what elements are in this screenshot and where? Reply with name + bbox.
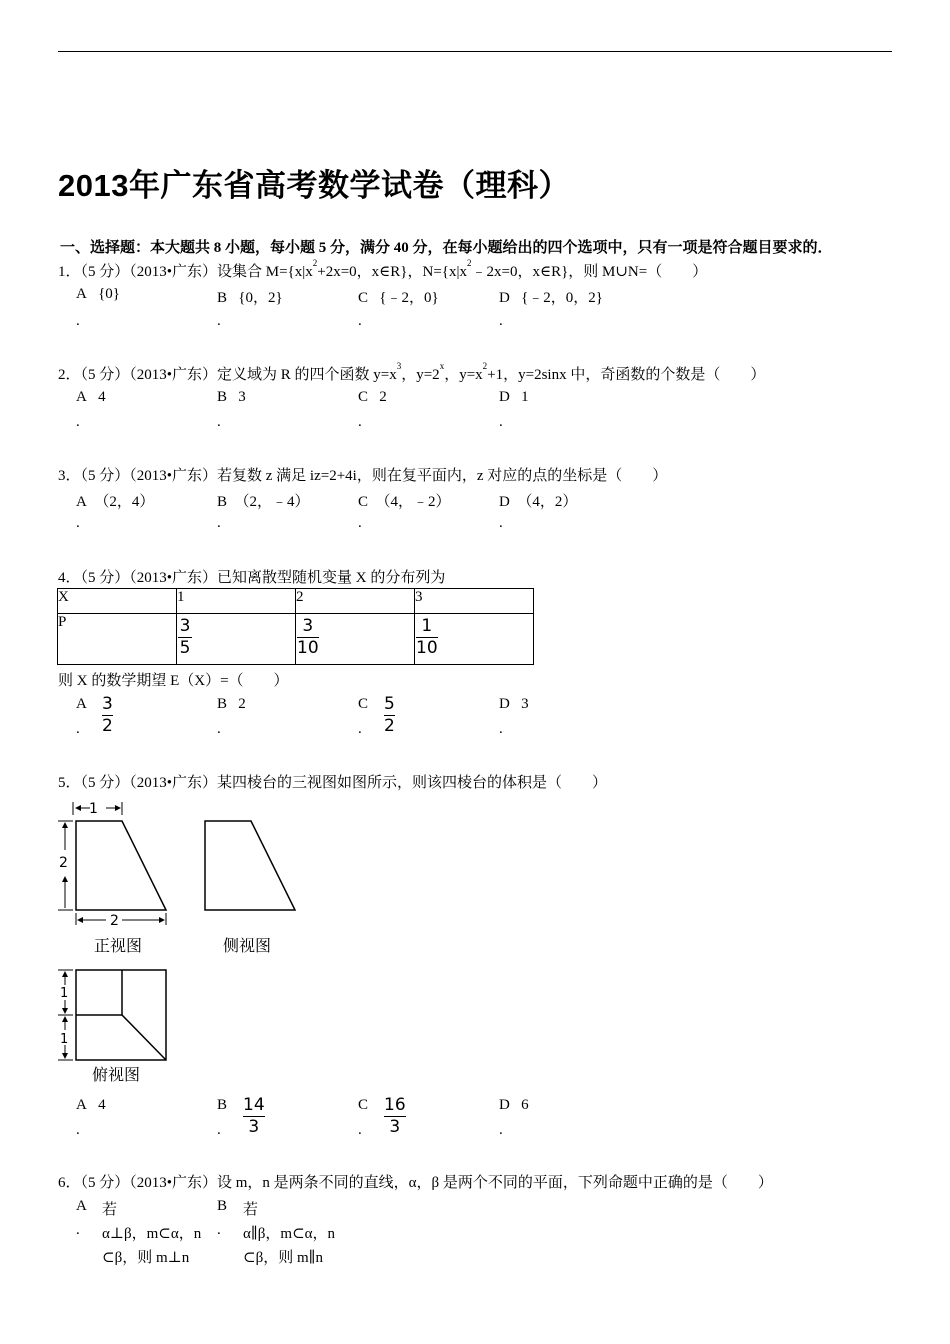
q3-option-c[interactable]: C （4，﹣2）: [358, 494, 451, 510]
dot: .: [358, 1122, 362, 1138]
question-3: 3．（5 分）（2013•广东）若复数 z 满足 iz=2+4i，则在复平面内，z 对应的点的坐标是（ ）: [58, 468, 668, 484]
q6-option-a[interactable]: A: [76, 1198, 87, 1214]
distribution-table: [57, 588, 534, 665]
q5-option-d[interactable]: D 6: [499, 1097, 529, 1113]
q6-option-b-line3: ⊂β，则 m∥n: [243, 1250, 324, 1266]
top-view-label: 俯视图: [92, 1065, 141, 1084]
dot: .: [76, 1222, 80, 1238]
dot: .: [76, 1122, 80, 1138]
dot: .: [499, 721, 503, 737]
dot: .: [76, 313, 80, 329]
front-view-label: 正视图: [94, 936, 143, 955]
q4-option-b[interactable]: B 2: [217, 696, 246, 712]
table-cell: 1: [177, 589, 296, 614]
dot: .: [217, 313, 221, 329]
dot: .: [499, 313, 503, 329]
side-view-label: 侧视图: [223, 936, 272, 955]
question-5: 5．（5 分）（2013•广东）某四棱台的三视图如图所示，则该四棱台的体积是（ ）: [58, 775, 608, 791]
dot: .: [499, 414, 503, 430]
q5-option-c[interactable]: C: [358, 1097, 369, 1113]
q1-option-a[interactable]: A {0}: [76, 286, 120, 302]
q5-option-b[interactable]: B: [217, 1097, 228, 1113]
front-view-shape: [76, 821, 166, 910]
q6-option-a-line1: 若: [102, 1202, 118, 1218]
table-cell: X: [58, 589, 177, 614]
dot: .: [217, 1222, 221, 1238]
fraction: 3 10: [297, 616, 319, 658]
dot: .: [499, 1122, 503, 1138]
dim-label: 1: [60, 986, 69, 1001]
dot: .: [358, 515, 362, 531]
q3-option-b[interactable]: B （2，﹣4）: [217, 494, 310, 510]
q4-option-d[interactable]: D 3: [499, 696, 529, 712]
q2-option-c[interactable]: C 2: [358, 389, 387, 405]
table-cell: [177, 614, 296, 665]
q1-option-b[interactable]: B {0，2}: [217, 290, 283, 306]
dot: .: [217, 414, 221, 430]
dim-label: 1: [60, 1032, 69, 1047]
q2-option-d[interactable]: D 1: [499, 389, 529, 405]
q4-option-a[interactable]: A: [76, 696, 87, 712]
table-cell: [415, 614, 534, 665]
q4-option-c[interactable]: C: [358, 696, 369, 712]
section-heading: 一、选择题：本大题共 8 小题，每小题 5 分，满分 40 分，在每小题给出的四个选项中，只有一项是符合题目要求的．: [60, 240, 833, 256]
dot: .: [217, 721, 221, 737]
fraction: 14 3: [243, 1095, 265, 1137]
question-4: 4．（5 分）（2013•广东）已知离散型随机变量 X 的分布列为: [58, 570, 446, 586]
dot: .: [358, 414, 362, 430]
q6-option-a-line3: ⊂β，则 m⊥n: [102, 1250, 190, 1266]
three-view-figure: [50, 795, 350, 1095]
dot: .: [76, 721, 80, 737]
q3-option-a[interactable]: A （2，4）: [76, 494, 155, 510]
dot: .: [217, 1122, 221, 1138]
page-title: 2013年广东省高考数学试卷（理科）: [58, 168, 570, 203]
table-cell: 3: [415, 589, 534, 614]
dot: .: [358, 721, 362, 737]
fraction: 3 2: [102, 694, 113, 736]
question-1: 1．（5 分）（2013•广东）设集合 $M=\{x|x^2+2x=0$，x∈R}，$N=\{x|x^2﹣2x=0$，x∈R}，则 M∪N=（ ）: [58, 258, 708, 280]
dim-label: 2: [59, 855, 68, 871]
fraction: 3 5: [179, 616, 191, 658]
q6-option-b-line2: α∥β，m⊂α，n: [243, 1226, 336, 1242]
dim-label: 1: [89, 801, 98, 817]
header-rule: [58, 51, 892, 52]
table-cell: [296, 614, 415, 665]
q1-option-c[interactable]: C {﹣2，0}: [358, 290, 439, 306]
question-6: 6．（5 分）（2013•广东）设 m，n 是两条不同的直线，α，β 是两个不同的平面，下列命题中正确的是（ ）: [58, 1175, 773, 1191]
dot: .: [76, 414, 80, 430]
q2-option-a[interactable]: A 4: [76, 389, 106, 405]
dot: .: [499, 515, 503, 531]
q3-option-d[interactable]: D （4，2）: [499, 494, 578, 510]
fraction: 5 2: [384, 694, 395, 736]
q4-expectation-prompt: 则 X 的数学期望 E（X）=（ ）: [58, 673, 289, 689]
question-2: 2．（5 分）（2013•广东）定义域为 R 的四个函数 $y=x^3$，$y=2^x$，$y=x^2+1$，y=2sinx 中，奇函数的个数是（ ）: [58, 361, 766, 383]
side-view-shape: [205, 821, 295, 910]
q1-option-d[interactable]: D {﹣2，0，2}: [499, 290, 603, 306]
q5-option-a[interactable]: A 4: [76, 1097, 106, 1113]
dot: .: [217, 515, 221, 531]
q6-option-a-line2: α⊥β，m⊂α，n: [102, 1226, 202, 1242]
fraction: 1 10: [416, 616, 438, 658]
q6-option-b-line1: 若: [243, 1202, 259, 1218]
dim-label: 2: [110, 913, 119, 929]
table-cell: 2: [296, 589, 415, 614]
q6-option-b[interactable]: B: [217, 1198, 228, 1214]
dot: .: [358, 313, 362, 329]
table-cell: P: [58, 614, 177, 665]
dot: .: [76, 515, 80, 531]
fraction: 16 3: [384, 1095, 406, 1137]
q2-option-b[interactable]: B 3: [217, 389, 246, 405]
